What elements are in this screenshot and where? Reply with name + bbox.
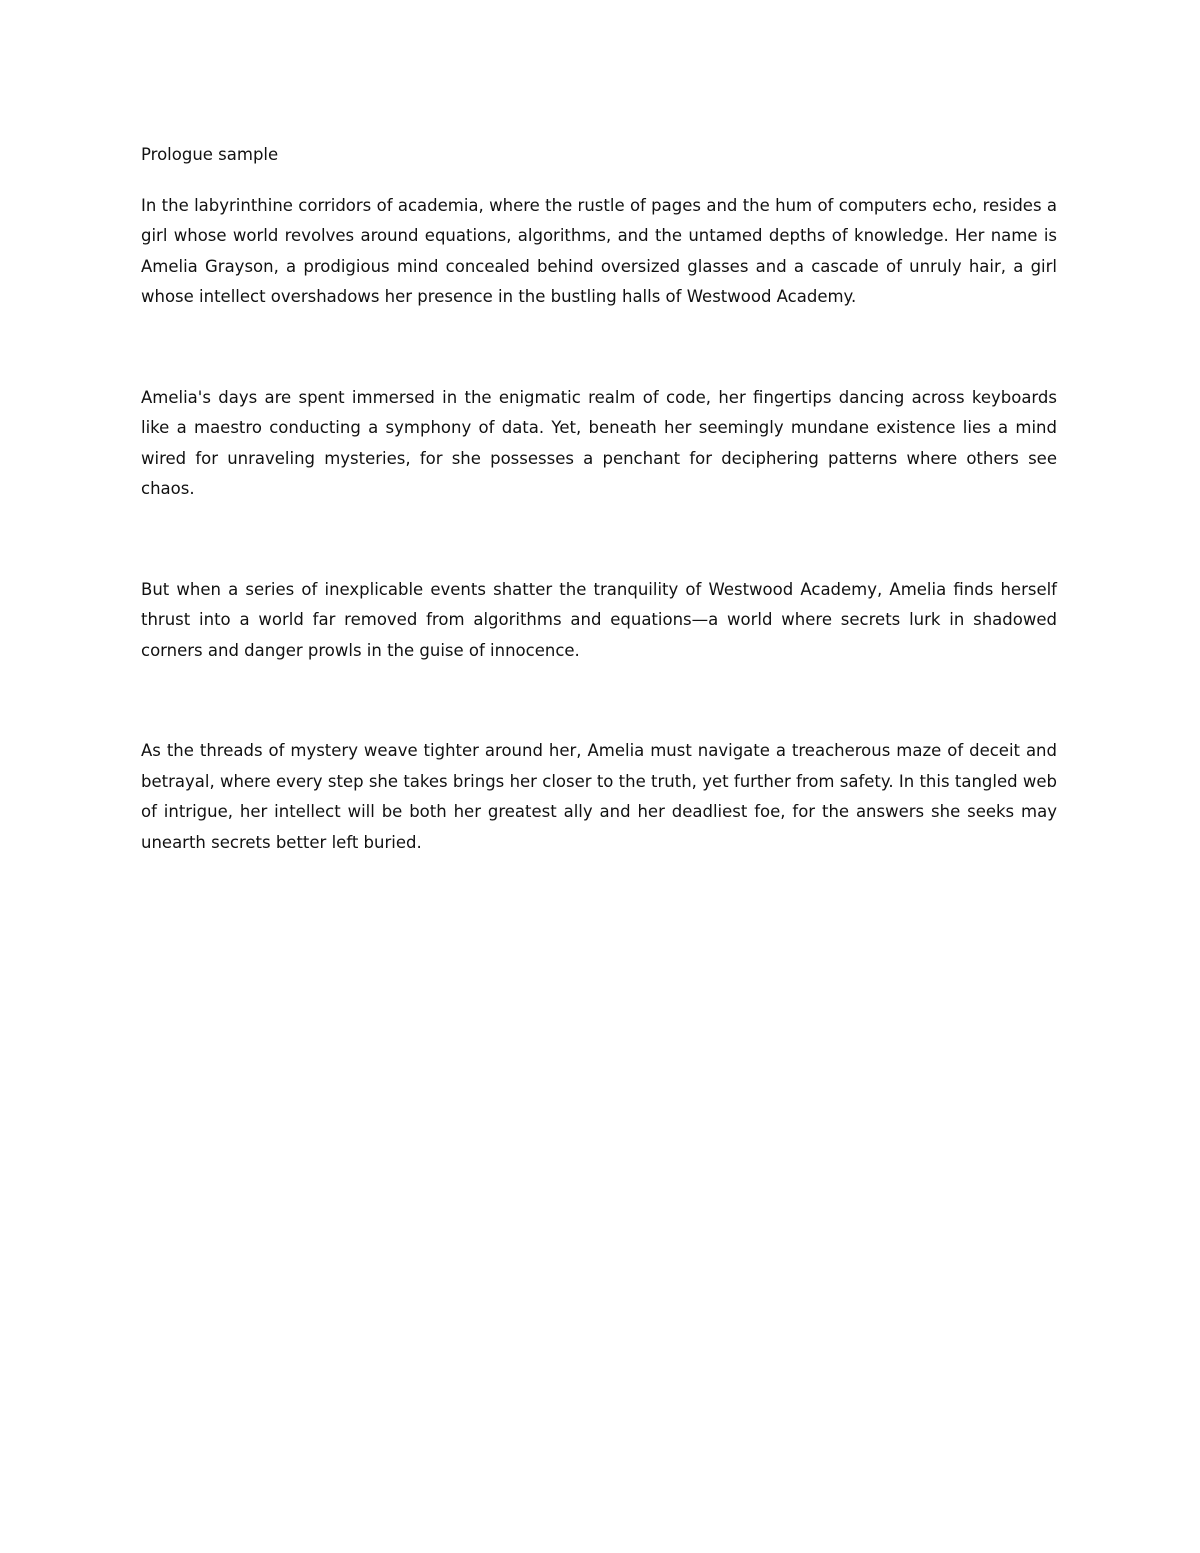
document-title: Prologue sample (141, 145, 279, 164)
paragraph-3: But when a series of inexplicable events shatter the tranquility of Westwood Academy, Amelia finds herself thrust into a world far removed from algorithms and equations—a world where secrets lurk in shadowed corners and danger prowls in the guise of innocence. (141, 579, 1057, 660)
paragraph-1: In the labyrinthine corridors of academia, where the rustle of pages and the hum of computers echo, resides a girl whose world revolves around equations, algorithms, and the untamed depths of knowledge. Her name is Amelia Grayson, a prodigious mind concealed behind oversized glasses and a cascade of unruly hair, a girl whose intellect overshadows her presence in the bustling halls of Westwood Academy. (141, 195, 1057, 306)
paragraph-4: As the threads of mystery weave tighter around her, Amelia must navigate a treacherous maze of deceit and betrayal, where every step she takes brings her closer to the truth, yet further from safety. In this tangled web of intrigue, her intellect will be both her greatest ally and her deadliest foe, for the answers she seeks may unearth secrets better left buried. (141, 741, 1057, 852)
document-body (141, 140, 1057, 858)
paragraph-2: Amelia's days are spent immersed in the enigmatic realm of code, her fingertips dancing across keyboards like a maestro conducting a symphony of data. Yet, beneath her seemingly mundane existence lies a mind wired for unraveling mysteries, for she possesses a penchant for deciphering patterns where others see chaos. (141, 387, 1057, 498)
